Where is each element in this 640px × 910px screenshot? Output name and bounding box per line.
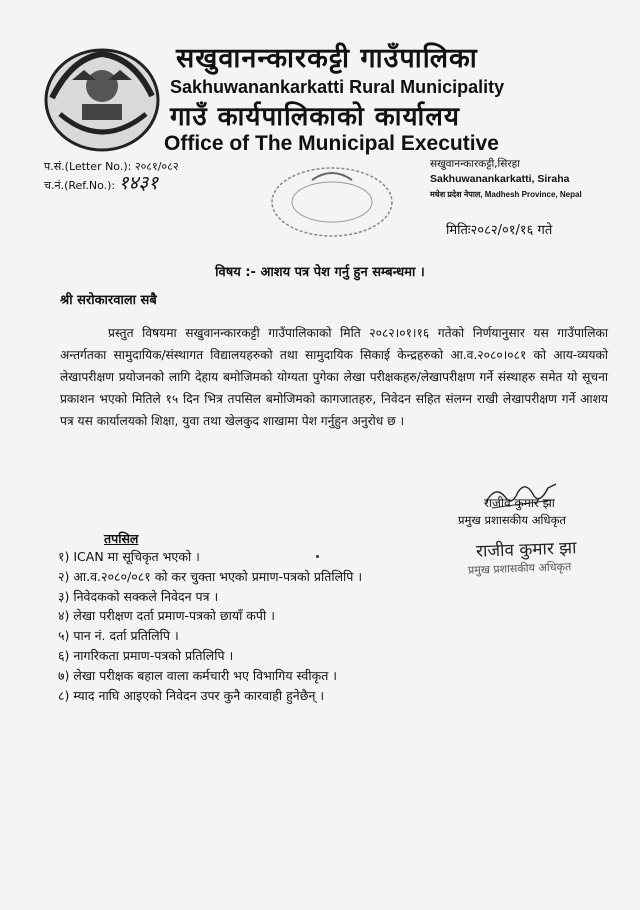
reference-block (44, 158, 179, 194)
letter-date: मितिः२०८२/०१/१६ गते (446, 223, 553, 238)
municipality-name-nepali: सखुवानन्कारकट्टी गाउँपालिका (176, 43, 478, 74)
office-name-nepali: गाउँ कार्यपालिकाको कार्यालय (170, 102, 460, 132)
designation-stamp: प्रमुख प्रशासकीय अधिकृत (467, 560, 572, 577)
requirements-list (58, 547, 362, 705)
ref-no-label: च.नं.(Ref.No.): (44, 179, 116, 192)
list-item: ६) नागरिकता प्रमाण-पत्रको प्रतिलिपि । (58, 647, 234, 663)
address-block (430, 157, 582, 202)
signatory-name: राजीव कुमार झा (484, 496, 555, 510)
body-paragraph: प्रस्तुत विषयमा सखुवानन्कारकट्टी गाउँपालिकाको मिति २०८२।०१।१६ गतेको निर्णयानुसार यस गाउँपालिका अन्तर्गतका सामुदायिक/संस्थागत विद्यालयहरुको तथा सामुदायिक सिकाई केन्द्रहरुको आ.व.२०८०।०८१ को आय-व्ययको लेखापरीक्षण प्रयोजनको लागि देहाय बमोजिमको योग्यता पुगेका लेखा परीक्षकहरु/लेखापरीक्षण गर्ने संस्थाहरु समेत यो सूचना प्रकाशन भएको मितिले १५ दिन भित्र तपसिल बमोजिमको कागजातहरु, निवेदन सहित संलग्न राखी लेखापरीक्षण गर्ने आशय पत्र यस कार्यालयको शिक्षा, युवा तथा खेलकुद शाखामा पेश गर्नुहुन अनुरोध छ । (60, 326, 608, 428)
list-item: ७) लेखा परीक्षक बहाल वाला कर्मचारी भए विभागिय स्वीकृत । (58, 667, 338, 683)
municipality-emblem-icon (42, 40, 162, 160)
address-english: Sakhuwanankarkatti, Siraha (430, 173, 570, 185)
list-item: ८) म्याद नाघि आइएको निवेदन उपर कुनै कारवाही हुनेछैन् । (58, 687, 325, 703)
list-item: २) आ.व.२०८०/०८१ को कर चुक्ता भएको प्रमाण-पत्रको प्रतिलिपि । (58, 568, 363, 584)
ink-dot (316, 555, 319, 558)
subject-line: विषय :- आशय पत्र पेश गर्नु हुन सम्बन्धमा । (215, 265, 425, 280)
letter-no-value: २०८१/०८२ (134, 160, 179, 173)
municipality-name-english: Sakhuwanankarkatti Rural Municipality (170, 77, 505, 97)
office-name-english: Office of The Municipal Executive (164, 132, 499, 155)
signatory-designation: प्रमुख प्रशासकीय अधिकृत (458, 513, 566, 527)
list-item: ३) निवेदकको सक्कले निवेदन पत्र । (58, 588, 219, 604)
list-item: ४) लेखा परीक्षण दर्ता प्रमाण-पत्रको छायाँ कपी । (58, 608, 275, 624)
ref-no-value: १४३१ (118, 172, 159, 194)
name-stamp: राजीव कुमार झा (475, 538, 577, 562)
list-item: १) ICAN मा सूचिकृत भएको । (58, 549, 200, 564)
list-item: ५) पान नं. दर्ता प्रतिलिपि । (58, 628, 179, 644)
address-nepali: सखुवानन्कारकट्टी,सिरहा (430, 158, 520, 170)
province-line: मधेश प्रदेश नेपाल, Madhesh Province, Nepal (430, 190, 582, 199)
letter-no-label: प.सं.(Letter No.): (44, 160, 132, 173)
salutation: श्री सरोकारवाला सबै (60, 293, 157, 308)
tapasil-heading: तपसिल (104, 531, 139, 546)
office-seal-icon (262, 160, 402, 240)
